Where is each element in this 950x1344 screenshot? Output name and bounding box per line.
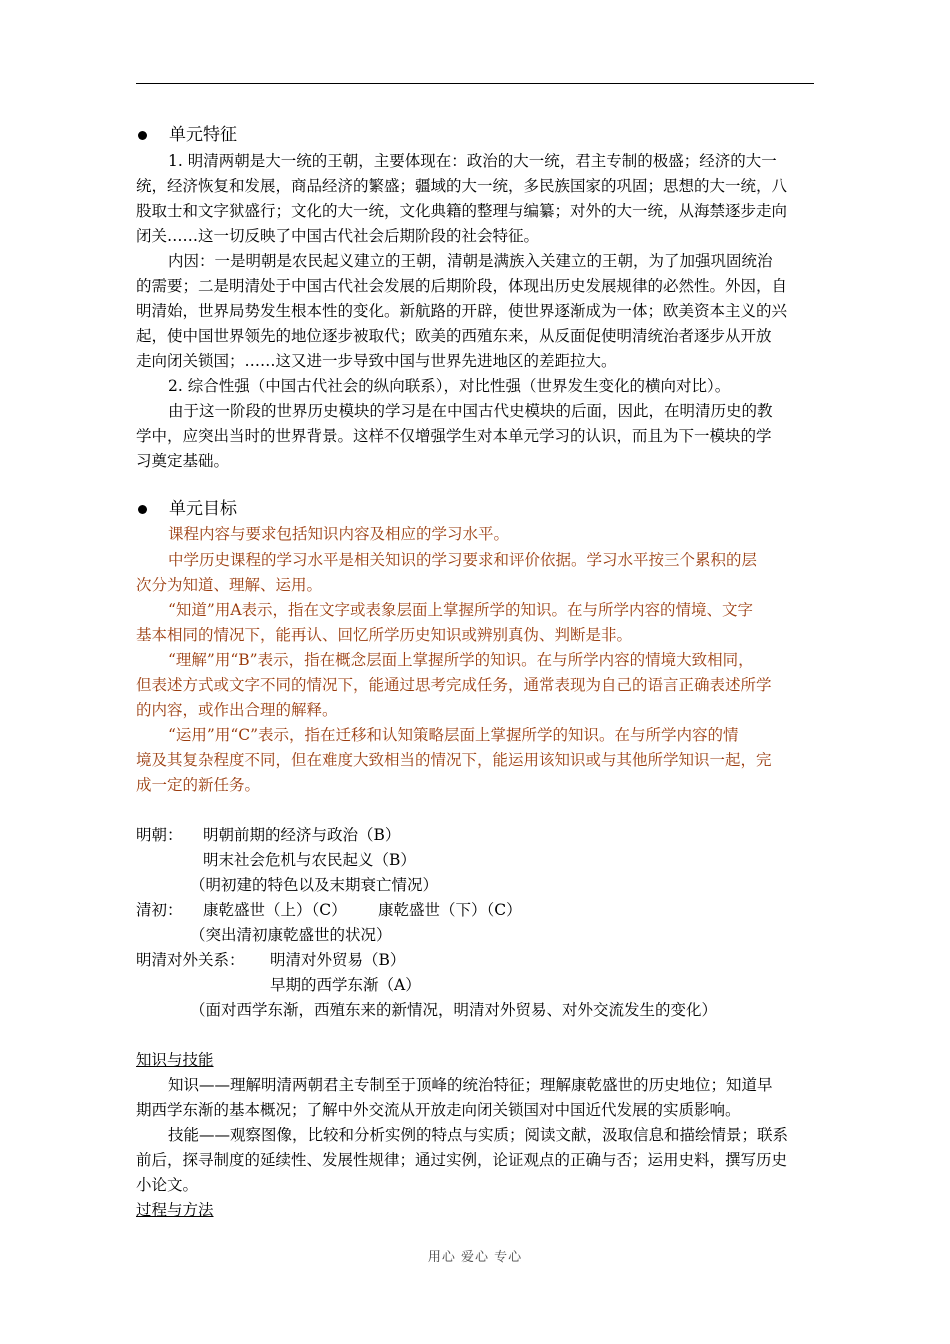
topic-note: （突出清初康乾盛世的状况）: [190, 926, 392, 944]
topic-item: 明朝前期的经济与政治（B）: [203, 826, 401, 844]
topic-item: 明清对外贸易（B）: [270, 951, 406, 969]
goal-line: 基本相同的情况下，能再认、回忆所学历史知识或辨别真伪、判断是非。: [136, 626, 633, 644]
header-rule: [136, 83, 814, 84]
goal-line: 的内容，或作出合理的解释。: [136, 701, 338, 719]
paragraph-line: 的需要；二是明清处于中国古代社会发展的后期阶段，体现出历史发展规律的必然性。外因，自: [136, 277, 788, 295]
topic-item: 早期的西学东渐（A）: [270, 976, 421, 994]
paragraph-line: 统，经济恢复和发展，商品经济的繁盛；疆域的大一统，多民族国家的巩固；思想的大一统，八: [136, 177, 788, 195]
topic-label-ming: 明朝：: [136, 826, 183, 844]
page-footer: 用心 爱心 专心: [427, 1250, 523, 1265]
paragraph-line: 明清始，世界局势发生根本性的变化。新航路的开辟，使世界逐渐成为一体；欧美资本主义的兴: [136, 302, 788, 320]
goal-line: 次分为知道、理解、运用。: [136, 576, 323, 594]
topic-label-foreign: 明清对外关系：: [136, 951, 245, 969]
bullet-icon: [138, 131, 147, 140]
paragraph-line: 走向闭关锁国；……这又进一步导致中国与世界先进地区的差距拉大。: [136, 352, 617, 370]
goal-line: “运用”用“C”表示，指在迁移和认知策略层面上掌握所学的知识。在与所学内容的情: [168, 726, 739, 744]
paragraph-line: 1. 明清两朝是大一统的王朝，主要体现在：政治的大一统，君主专制的极盛；经济的大一: [168, 152, 777, 170]
paragraph-line: 习奠定基础。: [136, 452, 230, 470]
topic-note: （明初建的特色以及末期衰亡情况）: [190, 876, 439, 894]
goal-line: 但表述方式或文字不同的情况下，能通过思考完成任务，通常表现为自己的语言正确表述所学: [136, 676, 772, 694]
paragraph-line: 股取士和文字狱盛行；文化的大一统，文化典籍的整理与编纂；对外的大一统，从海禁逐步走向: [136, 202, 788, 220]
paragraph-line: 小论文。: [136, 1176, 199, 1194]
paragraph-line: 由于这一阶段的世界历史模块的学习是在中国古代史模块的后面，因此，在明清历史的教: [168, 402, 773, 420]
bullet-icon: [138, 505, 147, 514]
paragraph-line: 内因：一是明朝是农民起义建立的王朝，清朝是满族入关建立的王朝，为了加强巩固统治: [168, 252, 773, 270]
paragraph-line: 前后，探寻制度的延续性、发展性规律；通过实例，论证观点的正确与否；运用史料，撰写历史: [136, 1151, 788, 1169]
subheading-knowledge: 知识与技能: [136, 1051, 214, 1069]
paragraph-line: 学中，应突出当时的世界背景。这样不仅增强学生对本单元学习的认识，而且为下一模块的学: [136, 427, 772, 445]
topic-item: 明末社会危机与农民起义（B）: [203, 851, 416, 869]
topic-item: 康乾盛世（上）（C）: [203, 901, 347, 919]
topic-label-qing: 清初：: [136, 901, 183, 919]
paragraph-line: 知识——理解明清两朝君主专制至于顶峰的统治特征；理解康乾盛世的历史地位；知道早: [168, 1076, 773, 1094]
goal-line: “理解”用“B”表示，指在概念层面上掌握所学的知识。在与所学内容的情境大致相同，: [168, 651, 754, 669]
paragraph-line: 起，使中国世界领先的地位逐步被取代；欧美的西殖东来，从反面促使明清统治者逐步从开放: [136, 327, 772, 345]
topic-note: （面对西学东渐，西殖东来的新情况，明清对外贸易、对外交流发生的变化）: [190, 1001, 718, 1019]
paragraph-line: 技能——观察图像，比较和分析实例的特点与实质；阅读文献，汲取信息和描绘情景；联系: [168, 1126, 789, 1144]
paragraph-line: 2. 综合性强（中国古代社会的纵向联系），对比性强（世界发生变化的横向对比）。: [168, 377, 731, 395]
goal-line: 成一定的新任务。: [136, 776, 261, 794]
section-heading-goals: 单元目标: [169, 499, 237, 519]
goal-line: “知道”用A表示，指在文字或表象层面上掌握所学的知识。在与所学内容的情境、文字: [168, 601, 754, 619]
topic-item: 康乾盛世（下）（C）: [378, 901, 522, 919]
paragraph-line: 闭关……这一切反映了中国古代社会后期阶段的社会特征。: [136, 227, 540, 245]
paragraph-line: 期西学东渐的基本概况；了解中外交流从开放走向闭关锁国对中国近代发展的实质影响。: [136, 1101, 741, 1119]
goal-line: 境及其复杂程度不同，但在难度大致相当的情况下，能运用该知识或与其他所学知识一起，完: [136, 751, 772, 769]
goal-line: 中学历史课程的学习水平是相关知识的学习要求和评价依据。学习水平按三个累积的层: [168, 551, 758, 569]
subheading-process: 过程与方法: [136, 1201, 214, 1219]
section-heading-features: 单元特征: [169, 125, 237, 145]
goal-line: 课程内容与要求包括知识内容及相应的学习水平。: [168, 525, 510, 543]
